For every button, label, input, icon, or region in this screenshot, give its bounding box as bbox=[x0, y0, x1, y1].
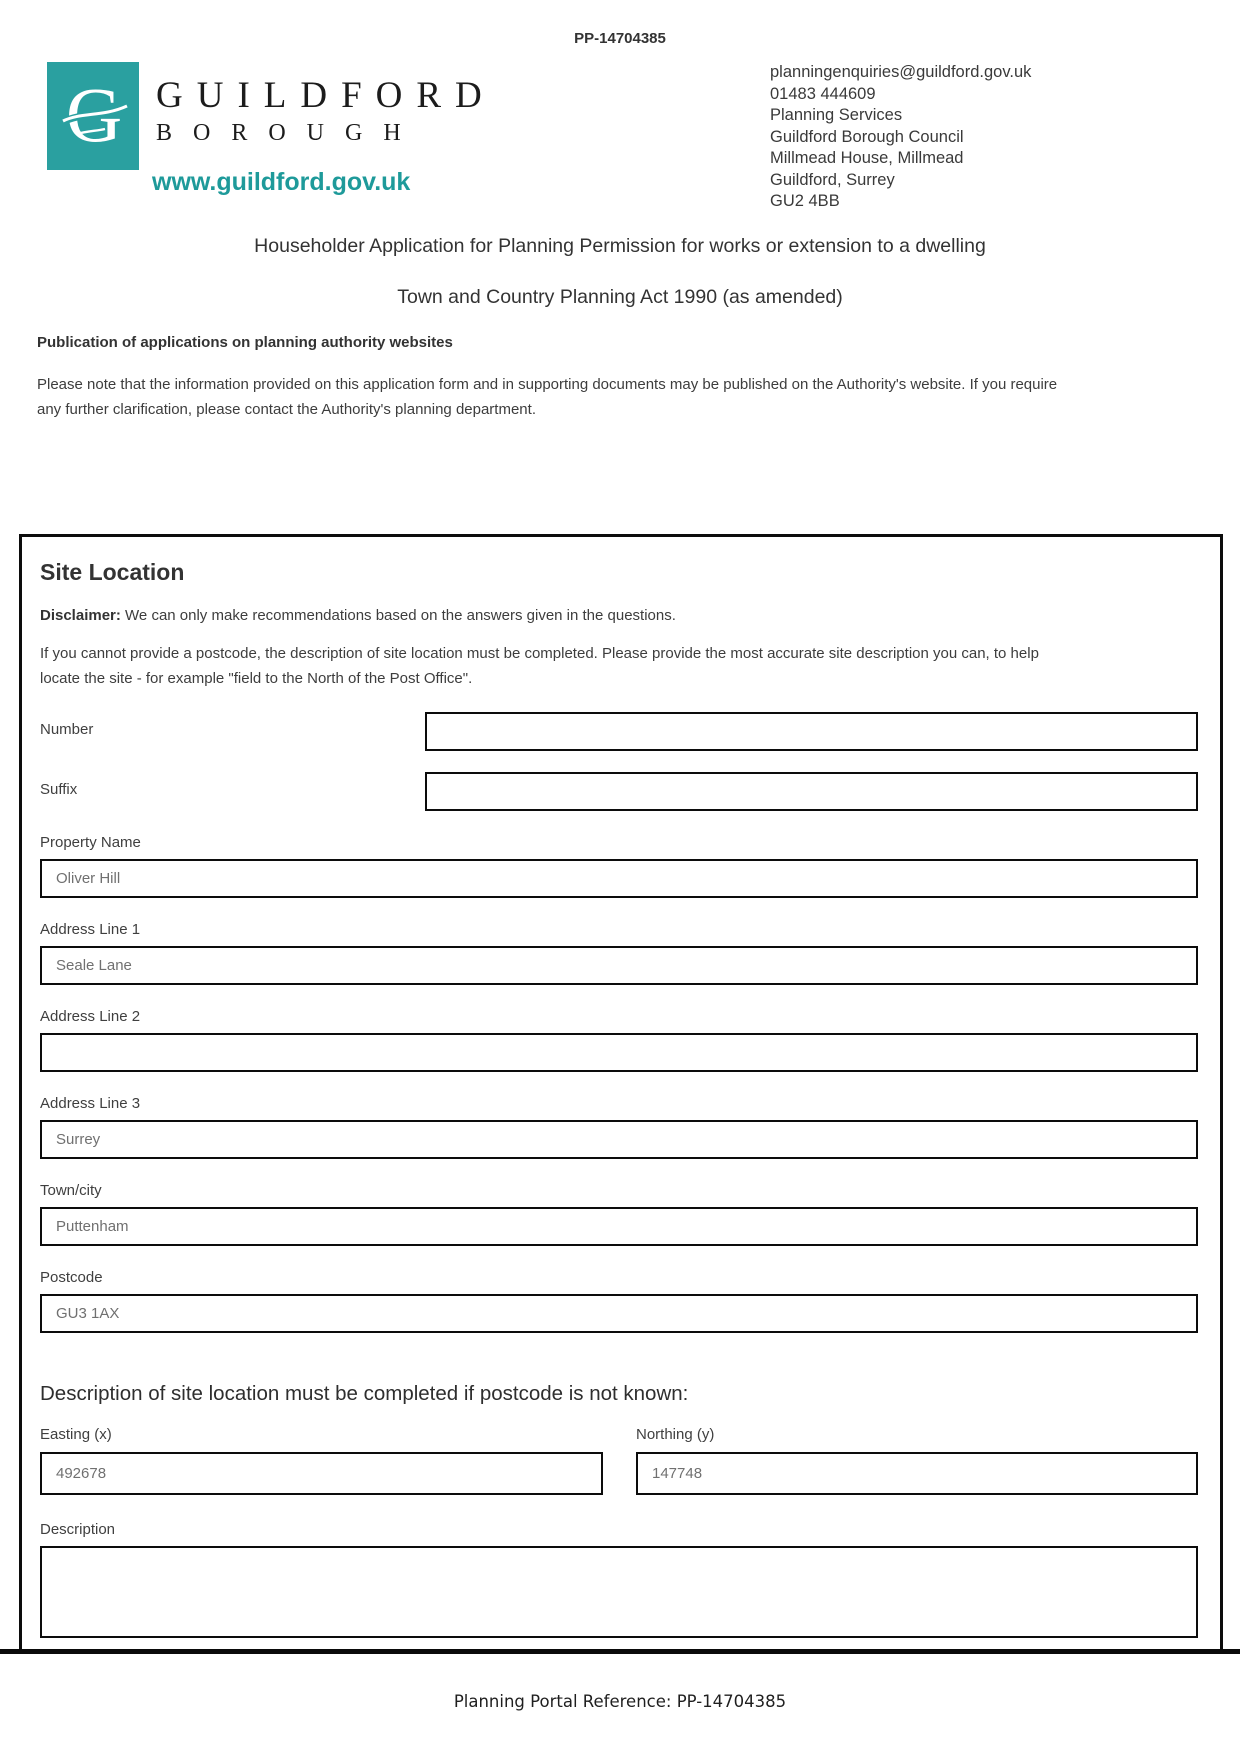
top-reference: PP-14704385 bbox=[574, 30, 666, 47]
easting-label: Easting (x) bbox=[40, 1426, 112, 1443]
field-row-suffix bbox=[40, 772, 1198, 811]
contact-postcode: GU2 4BB bbox=[770, 192, 840, 210]
number-input[interactable] bbox=[425, 712, 1198, 751]
description-input[interactable] bbox=[40, 1546, 1198, 1638]
logo-org-line2: BOROUGH bbox=[156, 120, 422, 146]
website-link[interactable]: www.guildford.gov.uk bbox=[152, 168, 411, 196]
publication-heading: Publication of applications on planning authority websites bbox=[37, 334, 453, 351]
property-name-input[interactable] bbox=[40, 859, 1198, 898]
logo-org-line1: GUILDFORD bbox=[156, 75, 496, 116]
coordinates-row bbox=[40, 1426, 1198, 1495]
publication-body: Please note that the information provided on this application form and in supporting documents may be published on the Authority's website. If you require any further clarification, please contact the Authority's planning department. bbox=[37, 376, 1058, 418]
field-address-line-1 bbox=[40, 921, 1198, 985]
footer-reference: Planning Portal Reference: PP-14704385 bbox=[453, 1692, 787, 1711]
town-city-input[interactable] bbox=[40, 1207, 1198, 1246]
field-postcode bbox=[40, 1269, 1198, 1333]
address-line-2-label: Address Line 2 bbox=[40, 1008, 141, 1025]
suffix-input[interactable] bbox=[425, 772, 1198, 811]
field-row-number bbox=[40, 712, 1198, 751]
contact-email: planningenquiries@guildford.gov.uk bbox=[770, 63, 1032, 81]
form-title: Householder Application for Planning Permission for works or extension to a dwelling bbox=[254, 235, 986, 257]
contact-block bbox=[770, 62, 1031, 213]
site-location-section bbox=[19, 534, 1223, 1650]
field-town-city bbox=[40, 1182, 1198, 1246]
form-subtitle: Town and Country Planning Act 1990 (as amended) bbox=[397, 286, 843, 308]
section-title: Site Location bbox=[40, 559, 185, 585]
field-northing bbox=[636, 1426, 1198, 1495]
field-address-line-2 bbox=[40, 1008, 1198, 1072]
disclaimer-label: Disclaimer: bbox=[40, 607, 121, 624]
field-easting bbox=[40, 1426, 603, 1495]
address-line-3-label: Address Line 3 bbox=[40, 1095, 141, 1112]
field-address-line-3 bbox=[40, 1095, 1198, 1159]
field-property-name bbox=[40, 834, 1198, 898]
site-intro-text: If you cannot provide a postcode, the description of site location must be completed. Please provide the most accurate site description you can, to help locate the site - for example "field to the North of the Post Office". bbox=[40, 645, 1039, 687]
contact-address2: Guildford, Surrey bbox=[770, 170, 895, 189]
property-name-label: Property Name bbox=[40, 834, 141, 851]
town-city-label: Town/city bbox=[40, 1182, 102, 1199]
address-line-2-input[interactable] bbox=[40, 1033, 1198, 1072]
contact-phone: 01483 444609 bbox=[770, 84, 876, 103]
svg-text:G: G bbox=[65, 71, 123, 158]
address-line-3-input[interactable] bbox=[40, 1120, 1198, 1159]
northing-input[interactable] bbox=[636, 1452, 1198, 1495]
northing-label: Northing (y) bbox=[636, 1426, 715, 1443]
field-description bbox=[40, 1521, 1198, 1638]
contact-address1: Millmead House, Millmead bbox=[770, 149, 964, 167]
postcode-label: Postcode bbox=[40, 1269, 103, 1286]
disclaimer-text bbox=[40, 607, 1198, 624]
contact-dept: Planning Services bbox=[770, 106, 903, 124]
description-section-heading: Description of site location must be completed if postcode is not known: bbox=[40, 1382, 689, 1405]
postcode-input[interactable] bbox=[40, 1294, 1198, 1333]
logo-wordmark bbox=[156, 76, 496, 148]
guildford-logo-icon bbox=[47, 62, 139, 170]
address-line-1-label: Address Line 1 bbox=[40, 921, 141, 938]
suffix-label: Suffix bbox=[40, 781, 78, 798]
number-label: Number bbox=[40, 721, 94, 738]
easting-input[interactable] bbox=[40, 1452, 603, 1495]
address-line-1-input[interactable] bbox=[40, 946, 1198, 985]
contact-council: Guildford Borough Council bbox=[770, 127, 964, 146]
disclaimer-body: We can only make recommendations based on the answers given in the questions. bbox=[120, 607, 676, 624]
description-label: Description bbox=[40, 1521, 116, 1538]
footer-divider bbox=[0, 1649, 1240, 1654]
